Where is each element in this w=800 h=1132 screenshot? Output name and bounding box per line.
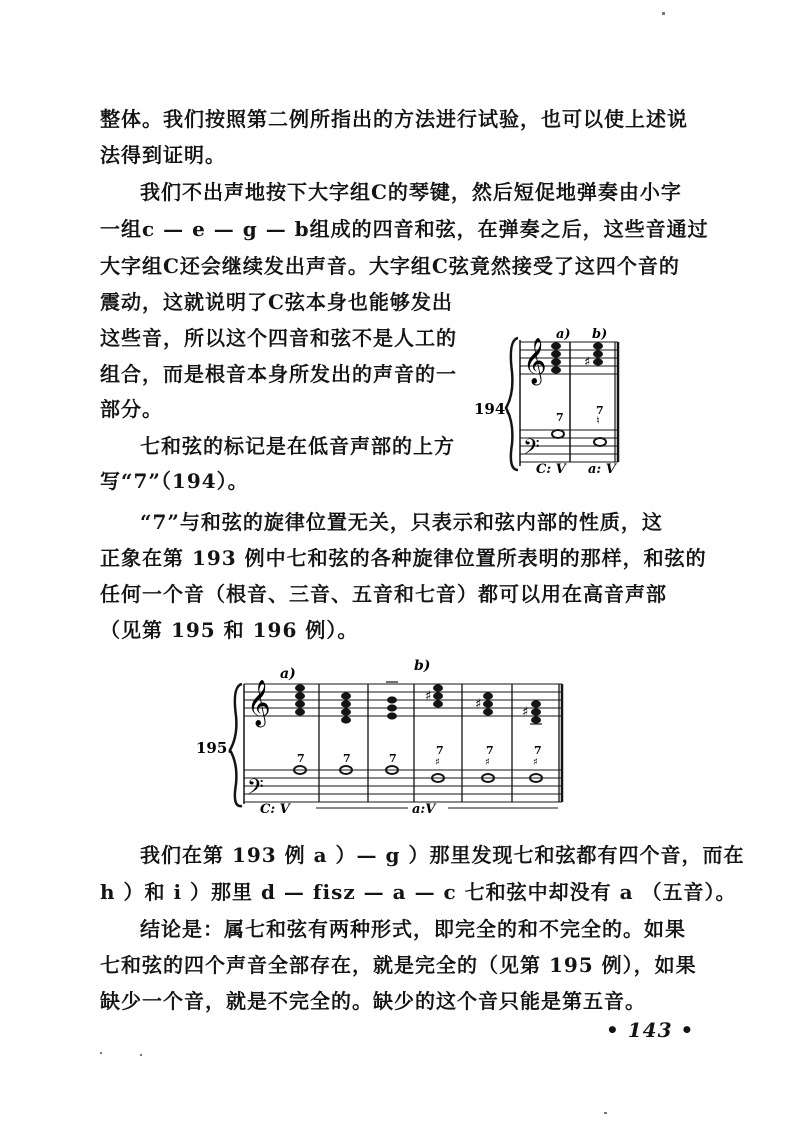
text-line: 这些音，所以这个四音和弦不是人工的 xyxy=(100,326,457,350)
svg-text:♯: ♯ xyxy=(475,697,482,712)
svg-text:7: 7 xyxy=(534,744,542,757)
text-line: 七和弦的四个声音全部存在，就是完全的（见第 195 例），如果 xyxy=(100,953,697,977)
svg-text:♯: ♯ xyxy=(533,757,538,768)
page-number: • 143 • xyxy=(606,1018,695,1042)
text-line: 正象在第 193 例中七和弦的各种旋律位置所表明的那样，和弦的 xyxy=(100,546,707,570)
text-line: 震动，这就说明了C弦本身也能够发出 xyxy=(100,290,453,314)
label-a: a) xyxy=(280,666,296,682)
harmony-label: C: V xyxy=(260,802,290,814)
example-number: 194. xyxy=(474,400,511,418)
text-line: 部分。 xyxy=(100,397,163,421)
svg-text:7: 7 xyxy=(297,752,305,765)
text-line: h ）和 i ）那里 d — fisz — a — c 七和弦中却没有 a （五音）。 xyxy=(100,880,737,904)
bass-clef-icon: 𝄢 xyxy=(247,775,264,805)
harmony-label: a: V xyxy=(588,462,616,474)
text-line: 法得到证明。 xyxy=(100,143,226,167)
chord-b-treble xyxy=(593,342,603,365)
text-line: （见第 195 和 196 例）。 xyxy=(100,618,359,642)
text-line: 写“7”（194）。 xyxy=(100,469,249,493)
text-line: 我们不出声地按下大字组C的琴键，然后短促地弹奏由小字 xyxy=(140,180,682,204)
text-line: 一组c — e — g — b组成的四音和弦，在弹奏之后，这些音通过 xyxy=(100,217,709,241)
scan-speck xyxy=(604,1112,607,1114)
bass-note xyxy=(594,438,606,446)
svg-text:♯: ♯ xyxy=(435,757,440,768)
figure-natural: ♮ xyxy=(596,414,600,427)
svg-text:7: 7 xyxy=(486,744,494,757)
svg-text:♯: ♯ xyxy=(522,705,529,720)
text-line: 结论是：属七和弦有两种形式，即完全的和不完全的。如果 xyxy=(140,917,686,941)
svg-text:7: 7 xyxy=(389,752,397,765)
svg-text:♯: ♯ xyxy=(485,757,490,768)
scan-speck xyxy=(662,12,665,15)
scan-speck xyxy=(100,1052,102,1054)
treble-clef-icon: 𝄞 xyxy=(523,338,547,384)
music-example-195 xyxy=(196,654,576,814)
figure-sharp xyxy=(435,757,538,768)
brace xyxy=(506,338,518,470)
treble-staff xyxy=(244,684,562,716)
svg-text:♯: ♯ xyxy=(425,689,432,704)
text-line: 缺少一个音，就是不完全的。缺少的这个音只能是第五音。 xyxy=(100,989,646,1013)
text-line: 整体。我们按照第二例所指出的方法进行试验，也可以使上述说 xyxy=(100,107,688,131)
bass-notes xyxy=(294,766,542,782)
harmony-label: a:V xyxy=(412,802,436,814)
text-line: 任何一个音（根音、三音、五音和七音）都可以用在高音声部 xyxy=(100,582,667,606)
text-line: 我们在第 193 例 a ）— g ）那里发现七和弦都有四个音，而在 xyxy=(140,843,745,867)
text-line: 组合，而是根音本身所发出的声音的一 xyxy=(100,362,457,386)
figure-7: 7 xyxy=(596,404,604,417)
example-number: 195. xyxy=(196,739,233,757)
scan-speck xyxy=(140,1054,142,1056)
figured-bass xyxy=(297,744,542,765)
brace xyxy=(230,684,242,806)
svg-text:7: 7 xyxy=(343,752,351,765)
label-a: a) xyxy=(556,327,571,342)
figure-7: 7 xyxy=(556,411,564,424)
bass-staff xyxy=(244,770,562,802)
label-b: b) xyxy=(414,658,431,674)
bass-clef-icon: 𝄢 xyxy=(523,435,540,465)
harmony-label: C: V xyxy=(536,462,566,474)
bass-note xyxy=(552,430,564,438)
text-line: 大字组C还会继续发出声音。大字组C弦竟然接受了这四个音的 xyxy=(100,254,680,278)
text-line: “7”与和弦的旋律位置无关，只表示和弦内部的性质，这 xyxy=(140,510,663,534)
svg-text:7: 7 xyxy=(436,744,444,757)
music-example-194 xyxy=(474,324,644,474)
label-b: b) xyxy=(592,327,608,342)
treble-clef-icon: 𝄞 xyxy=(247,680,271,726)
sharp-icon: ♯ xyxy=(584,355,591,370)
treble-chords xyxy=(295,684,541,723)
text-line: 七和弦的标记是在低音声部的上方 xyxy=(140,434,455,458)
